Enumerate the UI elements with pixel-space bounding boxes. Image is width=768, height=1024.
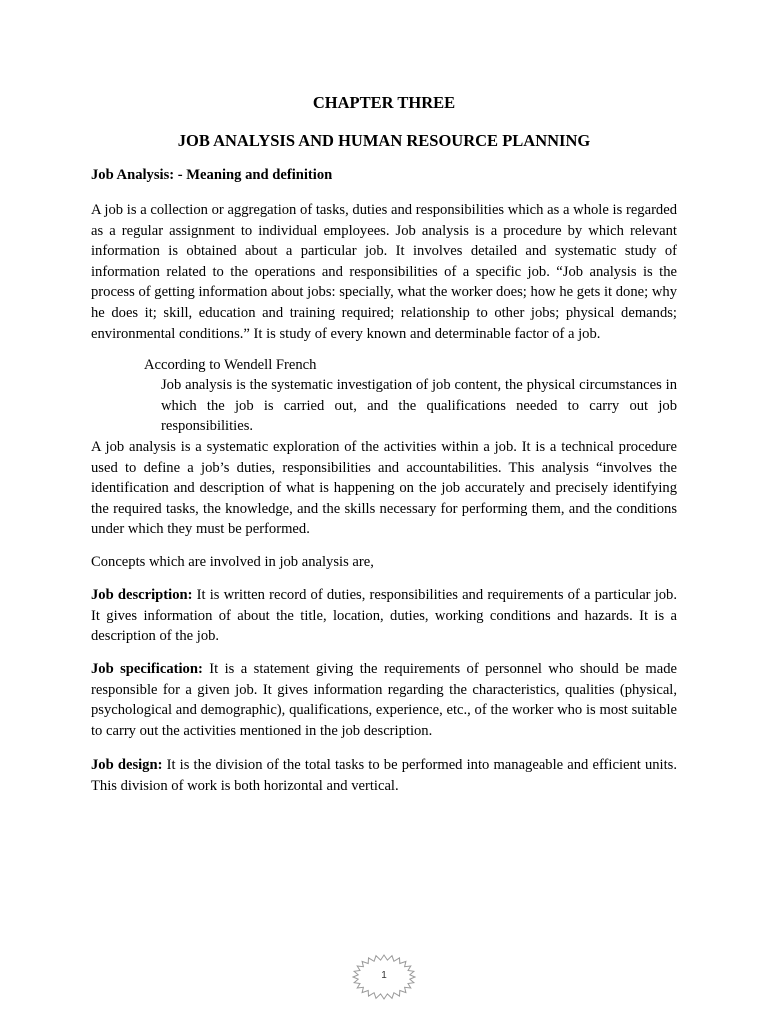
page-number-badge bbox=[352, 954, 416, 1000]
quote-attribution: According to Wendell French bbox=[144, 357, 317, 373]
paragraph-job-analysis: A job analysis is a systematic exploration of the activities within a job. It is a technical procedure used to define a job’s duties, responsibilities and accountabilities. This analysis “involves the identification and description of what is happening on the job accurately and precisely identifying the required tasks, the knowledge, and the skills necessary for performing them, and the conditions under which they must be performed. bbox=[91, 439, 677, 538]
concept-job-description bbox=[91, 585, 677, 647]
document-page bbox=[91, 0, 677, 1024]
concept-term: Job design: bbox=[91, 757, 163, 773]
concept-term: Job specification: bbox=[91, 661, 203, 677]
block-quote: Job analysis is the systematic investigation of job content, the physical circumstances in which the job is carried out, and the qualifications needed to carry out job responsibilities. bbox=[161, 377, 677, 435]
concept-term: Job description: bbox=[91, 587, 193, 603]
concepts-intro: Concepts which are involved in job analysis are, bbox=[91, 554, 374, 570]
concept-job-design bbox=[91, 755, 677, 796]
paragraph-job-definition: A job is a collection or aggregation of tasks, duties and responsibilities which as a whole is regarded as a regular assignment to individual employees. Job analysis is a procedure by which relevant information is obtained about a particular job. It involves detailed and systematic study of information related to the operations and responsibilities of a specific job. “Job analysis is the process of getting information about jobs: specially, what the worker does; how he gets it done; why he does it; skill, education and training required; relationship to other jobs; physical demands; environmental conditions.” It is study of every known and determinable factor of a job. bbox=[91, 202, 677, 342]
chapter-title: CHAPTER THREE bbox=[312, 93, 456, 112]
section-heading: Job Analysis: - Meaning and definition bbox=[91, 167, 333, 183]
concept-text: It is the division of the total tasks to be performed into manageable and efficient units. This division of work is both horizontal and vertical. bbox=[91, 757, 677, 794]
concept-text: It is a statement giving the requirements of personnel who should be made responsible for a given job. It gives information regarding the characteristics, qualities (physical, psychological and demographic), qualifications, experience, etc., of the worker who is most suitable to carry out the activities mentioned in the job description. bbox=[91, 661, 677, 739]
concept-job-specification bbox=[91, 659, 677, 741]
page-number: 1 bbox=[381, 970, 387, 981]
main-title: JOB ANALYSIS AND HUMAN RESOURCE PLANNING bbox=[177, 131, 591, 150]
concept-text: It is written record of duties, responsibilities and requirements of a particular job. It gives information of about the title, location, duties, working conditions and hazards. It is a description of the job. bbox=[91, 587, 677, 645]
